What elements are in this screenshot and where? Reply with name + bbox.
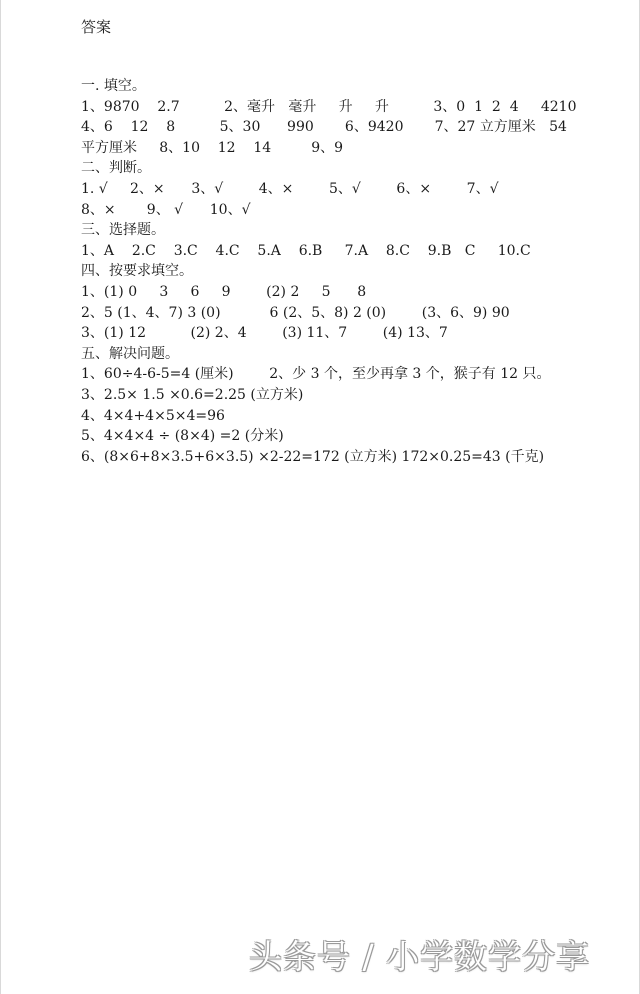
answer-line: 1、9870 2.7 2、毫升 毫升 升 升 3、0 1 2 4 4210	[81, 98, 577, 115]
answer-line: 2、5 (1、4、7) 3 (0) 6 (2、5、8) 2 (0) (3、6、9) 90	[81, 304, 510, 321]
section-heading-multiple-choice: 三、选择题。	[81, 222, 165, 239]
section-heading-fill-as-required: 四、按要求填空。	[81, 263, 193, 280]
answer-line: 1、A 2.C 3.C 4.C 5.A 6.B 7.A 8.C 9.B C 10.C	[81, 242, 531, 259]
section-heading-true-false: 二、判断。	[81, 160, 151, 177]
answer-content	[81, 76, 626, 467]
answer-line: 1. √ 2、× 3、√ 4、× 5、√ 6、× 7、√	[81, 180, 499, 197]
answer-line: 4、4×4+4×5×4=96	[81, 407, 225, 424]
answer-line: 平方厘米 8、10 12 14 9、9	[81, 139, 344, 156]
answer-line: 6、(8×6+8×3.5+6×3.5) ×2-22=172 (立方米) 172×0.25=43 (千克)	[81, 448, 545, 465]
answer-line: 3、(1) 12 (2) 2、4 (3) 11、7 (4) 13、7	[81, 325, 448, 342]
answer-line: 3、2.5× 1.5 ×0.6=2.25 (立方米)	[81, 386, 304, 403]
answer-line: 1、60÷4-6-5=4 (厘米) 2、少 3 个，至少再拿 3 个，猴子有 12 只。	[81, 366, 551, 383]
answer-line: 5、4×4×4 ÷ (8×4) =2 (分米)	[81, 428, 284, 445]
answer-line: 8、× 9、 √ 10、√	[81, 201, 251, 218]
section-heading-fill-in: 一. 填空。	[81, 78, 146, 94]
section-heading-problem-solving: 五、解决问题。	[81, 345, 179, 362]
watermark: 头条号 / 小学数学分享	[249, 937, 591, 976]
answer-line: 1、(1) 0 3 6 9 (2) 2 5 8	[81, 283, 367, 300]
document-title: 答案	[81, 18, 112, 36]
answer-line: 4、6 12 8 5、30 990 6、9420 7、27 立方厘米 54	[81, 119, 567, 136]
